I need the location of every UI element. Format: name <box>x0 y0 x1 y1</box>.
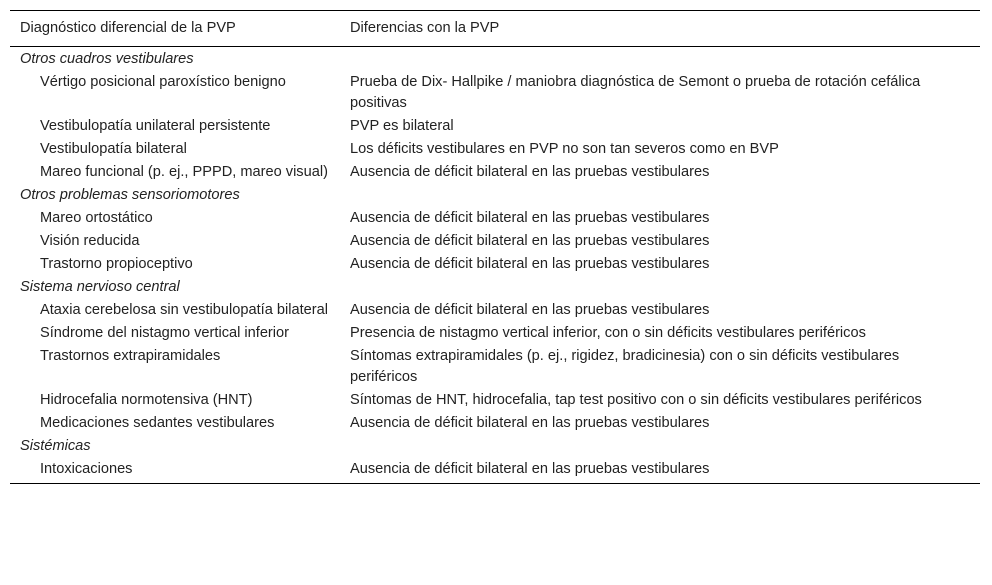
differential-diagnosis-table <box>10 10 980 484</box>
diagnosis-cell: Vestibulopatía unilateral persistente <box>40 118 271 134</box>
table-row <box>10 389 980 412</box>
difference-cell: Ausencia de déficit bilateral en las pruebas vestibulares <box>350 415 710 431</box>
diagnosis-cell: Mareo funcional (p. ej., PPPD, mareo visual) <box>40 164 328 180</box>
diagnosis-cell: Ataxia cerebelosa sin vestibulopatía bilateral <box>40 302 328 318</box>
header-diagnosis: Diagnóstico diferencial de la PVP <box>10 11 340 47</box>
header-row <box>10 11 980 47</box>
diagnosis-cell: Intoxicaciones <box>10 458 340 484</box>
diagnosis-cell: Síndrome del nistagmo vertical inferior <box>40 325 290 341</box>
table-row <box>10 253 980 276</box>
difference-cell: Ausencia de déficit bilateral en las pruebas vestibulares <box>350 233 710 249</box>
table-header <box>10 11 980 47</box>
table-row <box>10 322 980 345</box>
diagnosis-cell: Mareo ortostático <box>40 210 153 226</box>
section-label: Sistémicas <box>20 438 91 454</box>
difference-cell: Los déficits vestibulares en PVP no son tan severos como en BVP <box>350 141 779 157</box>
difference-cell: Ausencia de déficit bilateral en las pruebas vestibulares <box>350 302 710 318</box>
table-body <box>10 47 980 484</box>
table-row <box>10 138 980 161</box>
difference-cell: Síntomas de HNT, hidrocefalia, tap test positivo con o sin déficits vestibulares periféricos <box>350 392 922 408</box>
differential-diagnosis-table-container <box>10 10 980 484</box>
section-row <box>10 435 980 458</box>
difference-cell: Ausencia de déficit bilateral en las pruebas vestibulares <box>340 458 980 484</box>
difference-cell: Presencia de nistagmo vertical inferior, con o sin déficits vestibulares periféricos <box>350 325 866 341</box>
diagnosis-cell: Trastornos extrapiramidales <box>40 348 221 364</box>
table-row <box>10 412 980 435</box>
table-row <box>10 207 980 230</box>
diagnosis-cell: Medicaciones sedantes vestibulares <box>40 415 275 431</box>
difference-cell: Prueba de Dix- Hallpike / maniobra diagnóstica de Semont o prueba de rotación cefálica positivas <box>350 74 921 111</box>
difference-cell: PVP es bilateral <box>350 118 454 134</box>
difference-cell: Ausencia de déficit bilateral en las pruebas vestibulares <box>350 210 710 226</box>
table-row <box>10 115 980 138</box>
section-label: Sistema nervioso central <box>20 279 180 295</box>
table-row <box>10 458 980 484</box>
section-row <box>10 276 980 299</box>
table-row <box>10 230 980 253</box>
section-label: Otros problemas sensoriomotores <box>20 187 240 203</box>
diagnosis-cell: Trastorno propioceptivo <box>40 256 193 272</box>
difference-cell: Ausencia de déficit bilateral en las pruebas vestibulares <box>350 164 710 180</box>
diagnosis-cell: Vértigo posicional paroxístico benigno <box>40 74 286 90</box>
diagnosis-cell: Hidrocefalia normotensiva (HNT) <box>40 392 253 408</box>
difference-cell: Ausencia de déficit bilateral en las pruebas vestibulares <box>350 256 710 272</box>
diagnosis-cell: Vestibulopatía bilateral <box>40 141 187 157</box>
table-row <box>10 161 980 184</box>
table-row <box>10 299 980 322</box>
section-row <box>10 47 980 72</box>
diagnosis-cell: Visión reducida <box>40 233 140 249</box>
header-differences: Diferencias con la PVP <box>340 11 980 47</box>
section-label: Otros cuadros vestibulares <box>20 51 194 67</box>
table-row <box>10 345 980 389</box>
section-row <box>10 184 980 207</box>
table-row <box>10 71 980 115</box>
difference-cell: Síntomas extrapiramidales (p. ej., rigidez, bradicinesia) con o sin déficits vestibulares periféricos <box>350 348 900 385</box>
